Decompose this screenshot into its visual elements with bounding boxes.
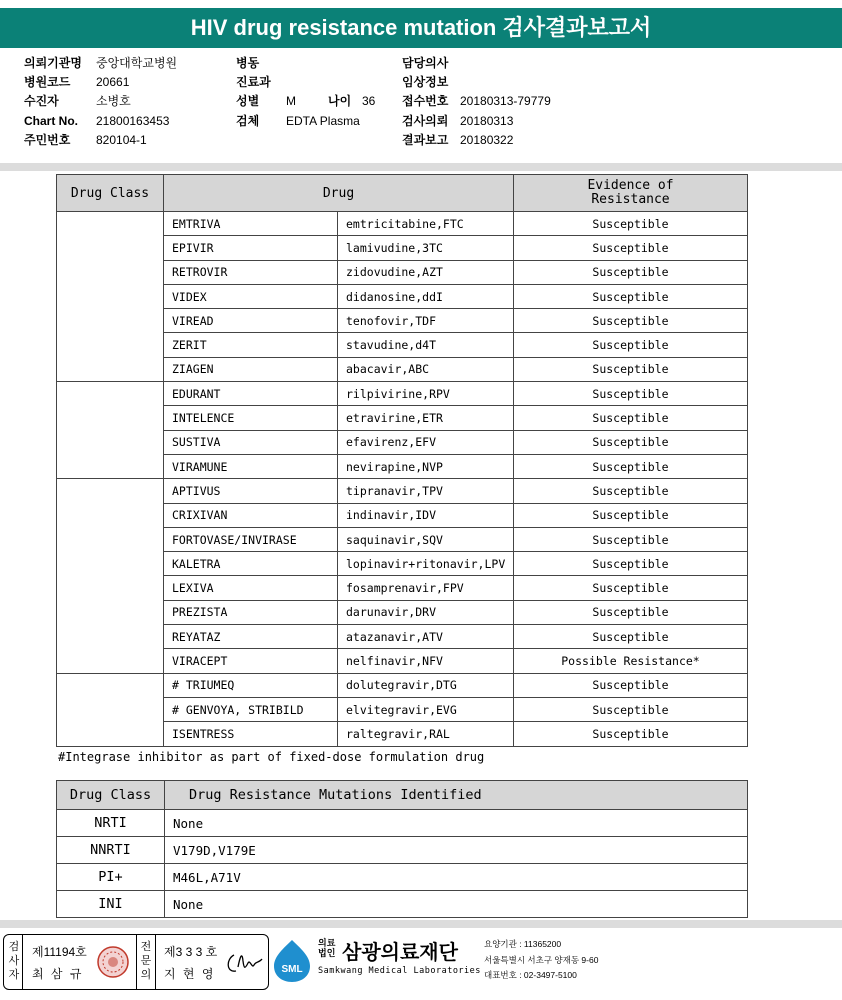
brand-cell: VIRACEPT bbox=[164, 649, 338, 673]
generic-cell: dolutegravir,DTG bbox=[338, 673, 514, 697]
generic-cell: tipranavir,TPV bbox=[338, 479, 514, 503]
info-row bbox=[402, 54, 460, 72]
evidence-cell: Susceptible bbox=[514, 600, 748, 624]
info-label: 성별 bbox=[236, 94, 260, 108]
evidence-cell: Susceptible bbox=[514, 454, 748, 478]
generic-cell: rilpivirine,RPV bbox=[338, 382, 514, 406]
evidence-cell: Susceptible bbox=[514, 576, 748, 600]
generic-cell: emtricitabine,FTC bbox=[338, 212, 514, 236]
generic-cell: nevirapine,NVP bbox=[338, 454, 514, 478]
info-value: 820104-1 bbox=[96, 133, 147, 147]
evidence-cell: Susceptible bbox=[514, 527, 748, 551]
vertical-char: 자 bbox=[8, 969, 20, 981]
generic-cell: nelfinavir,NFV bbox=[338, 649, 514, 673]
tester-name: 최 삼 규 bbox=[32, 967, 84, 981]
doctor-license: 제3 3 3 호 bbox=[164, 945, 218, 959]
mutations-table bbox=[56, 780, 748, 918]
col-drug: Drug bbox=[164, 175, 514, 212]
brand-cell: # TRIUMEQ bbox=[164, 673, 338, 697]
evidence-cell: Susceptible bbox=[514, 284, 748, 308]
brand-cell: KALETRA bbox=[164, 552, 338, 576]
table-row bbox=[57, 864, 748, 891]
class-cell: NNRTI bbox=[57, 837, 165, 864]
tester-seal-icon bbox=[96, 945, 130, 979]
evidence-cell: Susceptible bbox=[514, 503, 748, 527]
generic-cell: etravirine,ETR bbox=[338, 406, 514, 430]
brand-cell: # GENVOYA, STRIBILD bbox=[164, 697, 338, 721]
brand-cell: PREZISTA bbox=[164, 600, 338, 624]
evidence-cell: Susceptible bbox=[514, 430, 748, 454]
generic-cell: stavudine,d4T bbox=[338, 333, 514, 357]
brand-cell: EDURANT bbox=[164, 382, 338, 406]
info-row bbox=[236, 54, 286, 72]
info-row bbox=[402, 92, 551, 110]
evidence-cell: Susceptible bbox=[514, 333, 748, 357]
col-drug-class-2: Drug Class bbox=[57, 781, 165, 810]
evidence-cell: Susceptible bbox=[514, 722, 748, 746]
col-mutations: Drug Resistance Mutations Identified bbox=[165, 781, 748, 810]
evidence-cell: Susceptible bbox=[514, 673, 748, 697]
info-value: 20180322 bbox=[460, 133, 514, 147]
info-row bbox=[24, 73, 129, 91]
vertical-char: 문 bbox=[140, 955, 152, 967]
table-row bbox=[57, 810, 748, 837]
info-label: 검체 bbox=[236, 114, 260, 128]
info-value: 20180313-79779 bbox=[460, 94, 551, 108]
generic-cell: indinavir,IDV bbox=[338, 503, 514, 527]
table-row bbox=[57, 891, 748, 918]
evidence-cell: Susceptible bbox=[514, 357, 748, 381]
evidence-cell: Susceptible bbox=[514, 236, 748, 260]
divider-bottom bbox=[0, 920, 842, 928]
org-eng: Samkwang Medical Laboratories bbox=[318, 966, 481, 976]
info-label: 검사의뢰 bbox=[402, 114, 449, 128]
brand-cell: LEXIVA bbox=[164, 576, 338, 600]
sml-logo-icon bbox=[272, 938, 312, 982]
tester-license: 제11194호 bbox=[32, 945, 87, 959]
info-label: 접수번호 bbox=[402, 94, 449, 108]
brand-cell: RETROVIR bbox=[164, 260, 338, 284]
doctor-label bbox=[138, 940, 154, 982]
org-prefix: 의료 법인 bbox=[318, 938, 336, 958]
vertical-char: 검 bbox=[8, 941, 20, 953]
generic-cell: lamivudine,3TC bbox=[338, 236, 514, 260]
info-label: 진료과 bbox=[236, 75, 271, 89]
info-value: 21800163453 bbox=[96, 114, 170, 128]
brand-cell: CRIXIVAN bbox=[164, 503, 338, 527]
tester-label bbox=[6, 940, 22, 982]
doctor-name: 지 현 영 bbox=[164, 967, 216, 981]
org-address: 서울특별시 서초구 양재동 9-60 bbox=[484, 955, 599, 965]
info-label: 수진자 bbox=[24, 94, 59, 108]
col-drug-class: Drug Class bbox=[57, 175, 164, 212]
generic-cell: saquinavir,SQV bbox=[338, 527, 514, 551]
patient-info bbox=[0, 54, 842, 158]
info-label: 담당의사 bbox=[402, 56, 449, 70]
evidence-cell: Susceptible bbox=[514, 212, 748, 236]
brand-cell: VIDEX bbox=[164, 284, 338, 308]
brand-cell: FORTOVASE/INVIRASE bbox=[164, 527, 338, 551]
info-label: 병원코드 bbox=[24, 75, 71, 89]
org-name: 삼광의료재단 bbox=[342, 942, 458, 964]
drug-class-cell bbox=[57, 479, 164, 673]
info-label: 결과보고 bbox=[402, 133, 449, 147]
brand-cell: VIRAMUNE bbox=[164, 454, 338, 478]
class-cell: INI bbox=[57, 891, 165, 918]
generic-cell: darunavir,DRV bbox=[338, 600, 514, 624]
info-label: 병동 bbox=[236, 56, 260, 70]
table-row bbox=[57, 479, 748, 503]
mutation-cell: M46L,A71V bbox=[165, 864, 748, 891]
info-label: 의뢰기관명 bbox=[24, 56, 82, 70]
info-label: 나이 bbox=[328, 94, 352, 108]
generic-cell: abacavir,ABC bbox=[338, 357, 514, 381]
evidence-cell: Susceptible bbox=[514, 697, 748, 721]
report-title: HIV drug resistance mutation 검사결과보고서 bbox=[0, 8, 842, 48]
generic-cell: zidovudine,AZT bbox=[338, 260, 514, 284]
mutation-cell: V179D,V179E bbox=[165, 837, 748, 864]
info-value: 소병호 bbox=[96, 94, 131, 108]
info-value: 20661 bbox=[96, 75, 130, 89]
brand-cell: EPIVIR bbox=[164, 236, 338, 260]
evidence-cell: Susceptible bbox=[514, 309, 748, 333]
evidence-cell: Susceptible bbox=[514, 406, 748, 430]
signature-icon bbox=[224, 947, 264, 979]
info-value: 20180313 bbox=[460, 114, 514, 128]
evidence-cell: Possible Resistance* bbox=[514, 649, 748, 673]
table-row bbox=[57, 212, 748, 236]
drug-class-cell bbox=[57, 382, 164, 479]
table-row bbox=[57, 673, 748, 697]
generic-cell: efavirenz,EFV bbox=[338, 430, 514, 454]
footnote: #Integrase inhibitor as part of fixed-dose formulation drug bbox=[58, 750, 485, 764]
vertical-char: 사 bbox=[8, 955, 20, 967]
mutation-cell: None bbox=[165, 891, 748, 918]
info-row bbox=[236, 73, 286, 91]
brand-cell: ZERIT bbox=[164, 333, 338, 357]
table-row bbox=[57, 382, 748, 406]
info-row bbox=[402, 112, 513, 130]
info-label: 임상정보 bbox=[402, 75, 449, 89]
evidence-cell: Susceptible bbox=[514, 479, 748, 503]
brand-cell: ISENTRESS bbox=[164, 722, 338, 746]
lab-logo bbox=[272, 936, 602, 990]
org-phone: 대표번호 : 02-3497-5100 bbox=[484, 970, 577, 980]
brand-cell: REYATAZ bbox=[164, 625, 338, 649]
generic-cell: tenofovir,TDF bbox=[338, 309, 514, 333]
info-row bbox=[24, 112, 169, 130]
brand-cell: ZIAGEN bbox=[164, 357, 338, 381]
mutation-cell: None bbox=[165, 810, 748, 837]
evidence-cell: Susceptible bbox=[514, 260, 748, 284]
generic-cell: raltegravir,RAL bbox=[338, 722, 514, 746]
class-cell: NRTI bbox=[57, 810, 165, 837]
org-code: 요양기관 : 11365200 bbox=[484, 939, 562, 949]
class-cell: PI+ bbox=[57, 864, 165, 891]
drug-class-cell bbox=[57, 673, 164, 746]
divider bbox=[0, 163, 842, 171]
info-row bbox=[402, 131, 513, 149]
generic-cell: didanosine,ddI bbox=[338, 284, 514, 308]
info-value: 중앙대학교병원 bbox=[96, 56, 178, 70]
info-label: Chart No. bbox=[24, 114, 78, 128]
brand-cell: EMTRIVA bbox=[164, 212, 338, 236]
info-row bbox=[24, 92, 131, 110]
info-row-age bbox=[328, 92, 375, 110]
brand-cell: INTELENCE bbox=[164, 406, 338, 430]
info-row bbox=[24, 131, 147, 149]
generic-cell: atazanavir,ATV bbox=[338, 625, 514, 649]
brand-cell: SUSTIVA bbox=[164, 430, 338, 454]
info-row bbox=[236, 112, 360, 130]
brand-cell: VIREAD bbox=[164, 309, 338, 333]
drug-resistance-table bbox=[56, 174, 748, 747]
vertical-char: 의 bbox=[140, 969, 152, 981]
table-row bbox=[57, 837, 748, 864]
evidence-cell: Susceptible bbox=[514, 552, 748, 576]
col-evidence: Evidence of Resistance bbox=[514, 175, 748, 212]
info-row bbox=[402, 73, 460, 91]
svg-text:SML: SML bbox=[281, 964, 303, 975]
evidence-cell: Susceptible bbox=[514, 625, 748, 649]
vertical-char: 전 bbox=[140, 941, 152, 953]
generic-cell: fosamprenavir,FPV bbox=[338, 576, 514, 600]
evidence-cell: Susceptible bbox=[514, 382, 748, 406]
brand-cell: APTIVUS bbox=[164, 479, 338, 503]
info-value: 36 bbox=[362, 94, 376, 108]
info-value: M bbox=[286, 94, 296, 108]
info-row bbox=[236, 92, 296, 110]
info-row bbox=[24, 54, 177, 72]
info-value: EDTA Plasma bbox=[286, 114, 360, 128]
signature-box bbox=[3, 934, 269, 990]
drug-class-cell bbox=[57, 212, 164, 382]
generic-cell: elvitegravir,EVG bbox=[338, 697, 514, 721]
info-label: 주민번호 bbox=[24, 133, 71, 147]
generic-cell: lopinavir+ritonavir,LPV bbox=[338, 552, 514, 576]
